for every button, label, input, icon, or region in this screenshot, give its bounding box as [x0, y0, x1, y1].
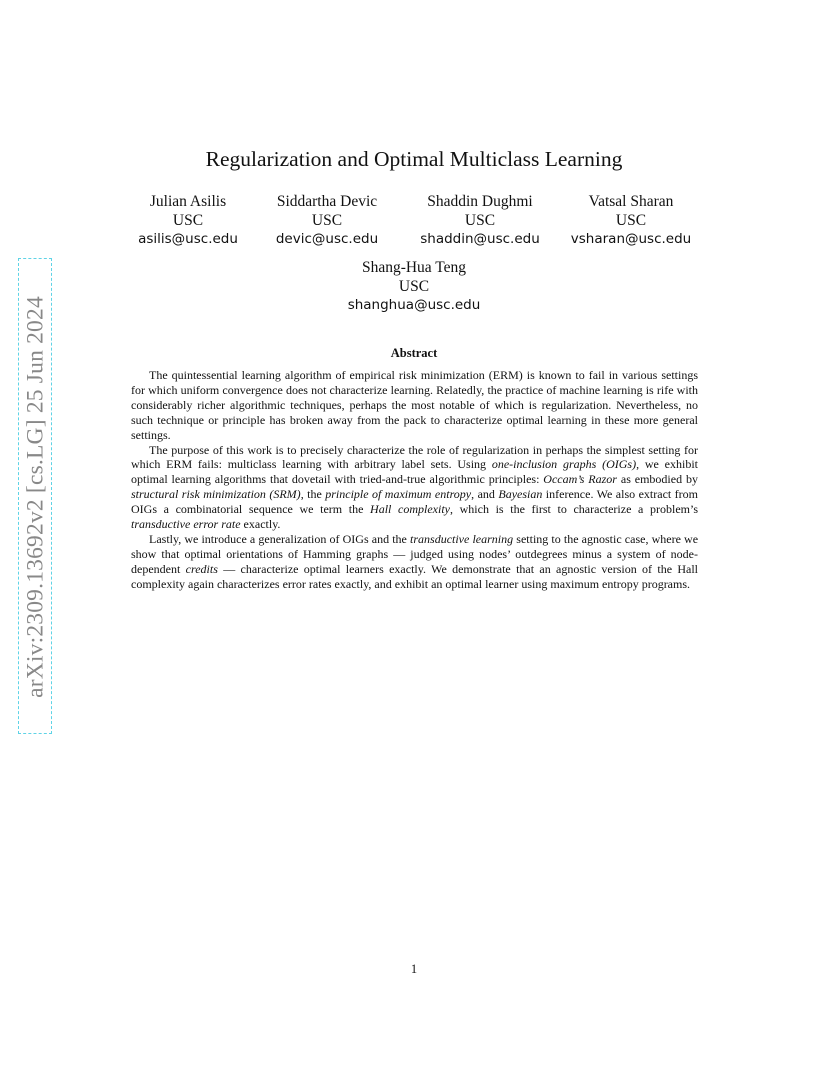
- author-email: devic@usc.edu: [275, 231, 379, 247]
- paper-title: Regularization and Optimal Multiclass Learning: [205, 147, 623, 171]
- emphasis: transductive learning: [410, 531, 514, 546]
- text-run: , the: [300, 487, 326, 502]
- text-run: , and: [471, 487, 499, 502]
- author-3: [420, 192, 540, 249]
- author-4: [571, 192, 691, 249]
- author-email: asilis@usc.edu: [138, 231, 238, 247]
- text-run: setting to the agnostic case, where we show that optimal orientations of Hamming graphs — judged using nodes’ outdegrees minus a system of node-dependent: [131, 531, 699, 576]
- author-5: [348, 258, 481, 315]
- emphasis: one-inclusion graphs (OIGs): [491, 457, 637, 472]
- arxiv-identifier: arXiv:2309.13692v2 [cs.LG] 25 Jun 2024: [22, 296, 49, 698]
- author-1: [138, 192, 238, 249]
- author-affiliation: USC: [398, 278, 430, 295]
- author-email: shanghua@usc.edu: [347, 297, 481, 313]
- page-number: 1: [410, 962, 418, 976]
- author-name: Siddartha Devic: [276, 193, 378, 210]
- author-affiliation: USC: [464, 212, 496, 229]
- author-affiliation: USC: [615, 212, 647, 229]
- abstract-paragraph-3: [131, 532, 698, 592]
- author-2: [276, 192, 378, 249]
- author-name: Vatsal Sharan: [588, 193, 674, 210]
- emphasis: Bayesian: [498, 487, 543, 502]
- emphasis: principle of maximum entropy: [325, 487, 472, 502]
- text-run: , we exhibit optimal learning algorithms that dovetail with tried-and-true algorithmic principles:: [131, 457, 698, 487]
- text-run: Lastly, we introduce a generalization of OIGs and the: [149, 531, 411, 546]
- text-run: — characterize optimal learners exactly. We demonstrate that an agnostic version of the Hall complexity again characterizes error rates exactly, and exhibit an optimal learner using maximum entropy programs.: [131, 561, 699, 591]
- author-email: vsharan@usc.edu: [570, 231, 692, 247]
- abstract-heading: Abstract: [390, 346, 438, 360]
- emphasis: Hall complexity: [370, 502, 450, 517]
- author-name: Shang-Hua Teng: [361, 259, 467, 276]
- abstract-body: [131, 368, 698, 592]
- text-run: The purpose of this work is to precisely characterize the role of regularization in perhaps the simplest setting for which ERM fails: multiclass learning with arbitrary label sets. Using: [131, 442, 698, 472]
- author-email: shaddin@usc.edu: [420, 231, 540, 247]
- emphasis: structural risk minimization (SRM): [131, 487, 301, 502]
- arxiv-stamp: [18, 258, 52, 734]
- emphasis: Occam’s Razor: [543, 472, 617, 487]
- text-run: inference. We also extract from OIGs a combinatorial sequence we term the: [131, 487, 699, 517]
- text-run: exactly.: [240, 517, 281, 532]
- author-affiliation: USC: [311, 212, 343, 229]
- text-run: as embodied by: [616, 472, 698, 487]
- abstract-paragraph-1: The quintessential learning algorithm of empirical risk minimization (ERM) is known to fail in various settings for which uniform convergence does not characterize learning. Relatedly, the practice of machine learning is rife with considerably richer algorithmic techniques, perhaps the most notable of which is regularization. Nevertheless, no such technique or principle has broken away from the pack to characterize optimal learning in these more general settings.: [131, 368, 698, 442]
- author-name: Julian Asilis: [149, 193, 227, 210]
- emphasis: credits: [185, 561, 218, 576]
- author-affiliation: USC: [172, 212, 204, 229]
- emphasis: transductive error rate: [131, 517, 241, 532]
- text-run: , which is the first to characterize a problem’s: [450, 502, 699, 517]
- author-name: Shaddin Dughmi: [427, 193, 533, 210]
- abstract-paragraph-2: [131, 443, 698, 532]
